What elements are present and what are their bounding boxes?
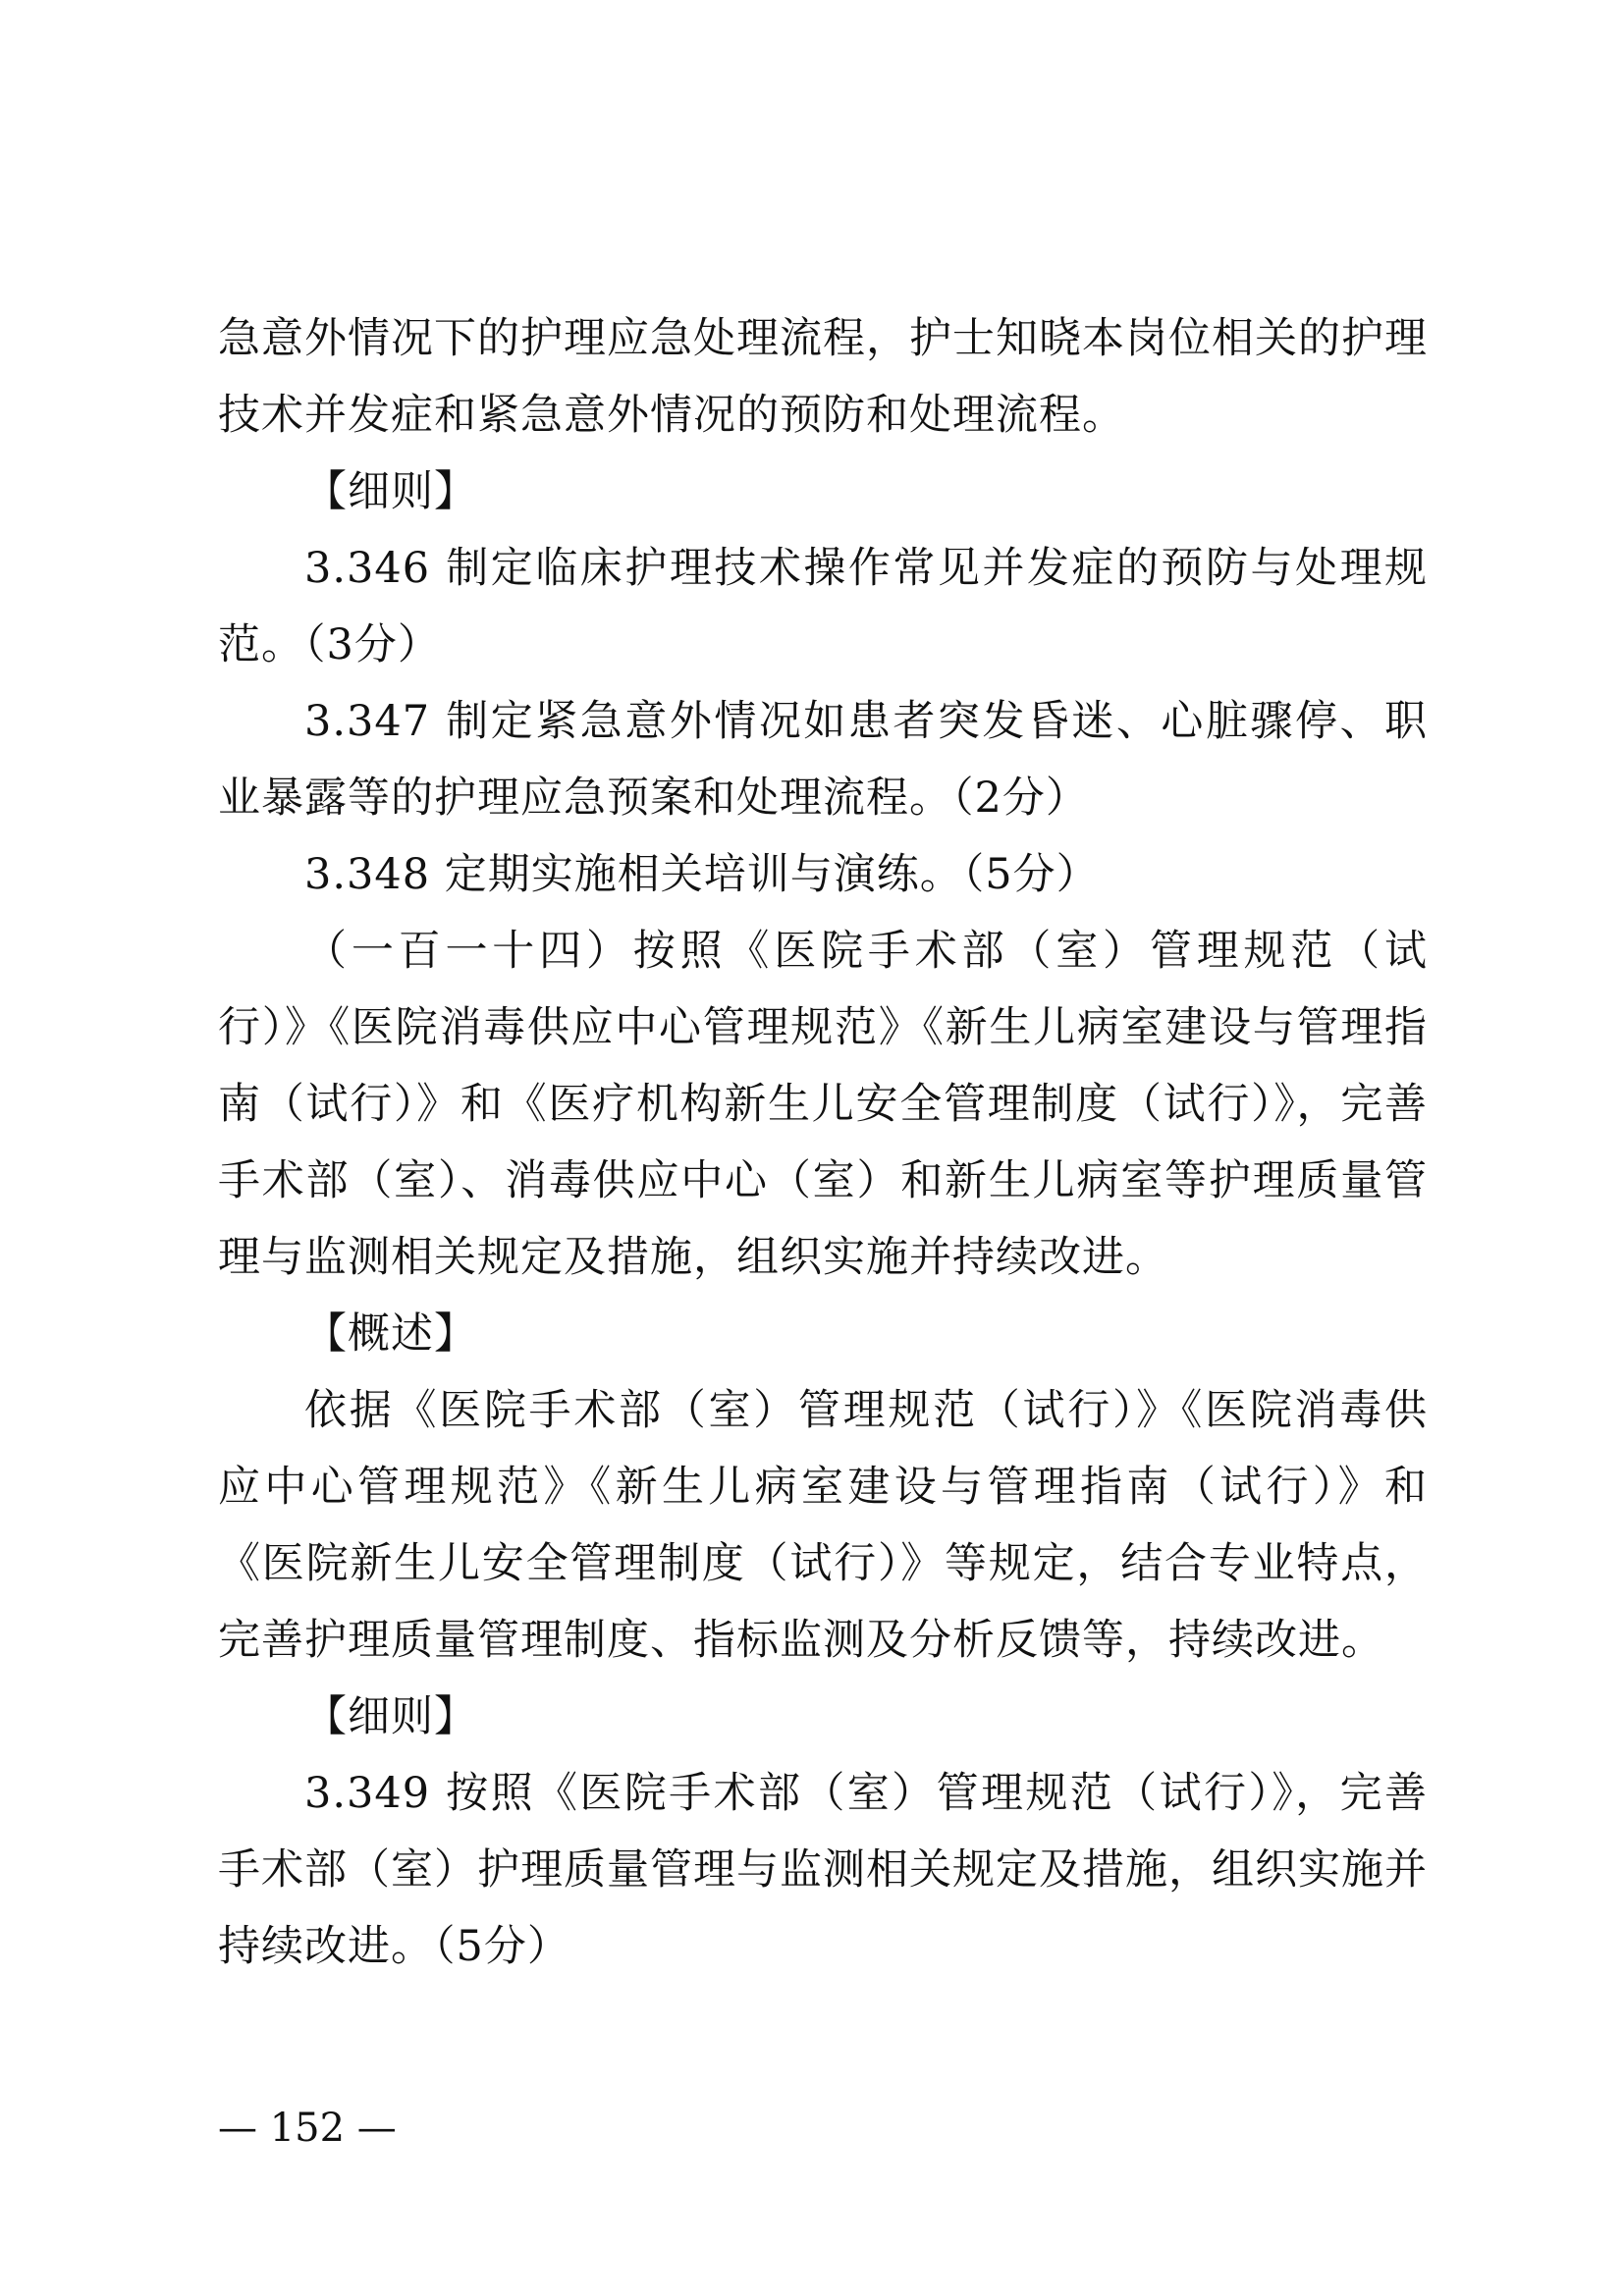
rule-3-346: 3.346 制定临床护理技术操作常见并发症的预防与处理规范。（3分） <box>218 544 1428 669</box>
section-heading-rules-2: 【细则】 <box>304 1692 477 1741</box>
paragraph-continuation: 急意外情况下的护理应急处理流程，护士知晓本岗位相关的护理技术并发症和紧急意外情况的预防和处理流程。 <box>218 314 1428 440</box>
rule-3-347: 3.347 制定紧急意外情况如患者突发昏迷、心脏骤停、职业暴露等的护理应急预案和处理流程。（2分） <box>218 697 1428 823</box>
article-114: （一百一十四）按照《医院手术部（室）管理规范（试行）》《医院消毒供应中心管理规范》《新生儿病室建设与管理指南（试行）》和《医疗机构新生儿安全管理制度（试行）》，完善手术部（室）、消毒供应中心（室）和新生儿病室等护理质量管理与监测相关规定及措施，组织实施并持续改进。 <box>218 927 1428 1282</box>
section-heading-rules: 【细则】 <box>304 467 477 516</box>
overview-paragraph: 依据《医院手术部（室）管理规范（试行）》《医院消毒供应中心管理规范》《新生儿病室建设与管理指南（试行）》和《医院新生儿安全管理制度（试行）》等规定，结合专业特点，完善护理质量管理制度、指标监测及分析反馈等，持续改进。 <box>218 1386 1428 1665</box>
page-content <box>218 300 1428 1985</box>
section-heading-overview: 【概述】 <box>304 1309 477 1359</box>
rule-3-348: 3.348 定期实施相关培训与演练。（5分） <box>304 850 1100 899</box>
page-number: — 152 — <box>218 2106 397 2151</box>
rule-3-349: 3.349 按照《医院手术部（室）管理规范（试行）》，完善手术部（室）护理质量管理与监测相关规定及措施，组织实施并持续改进。（5分） <box>218 1769 1428 1971</box>
